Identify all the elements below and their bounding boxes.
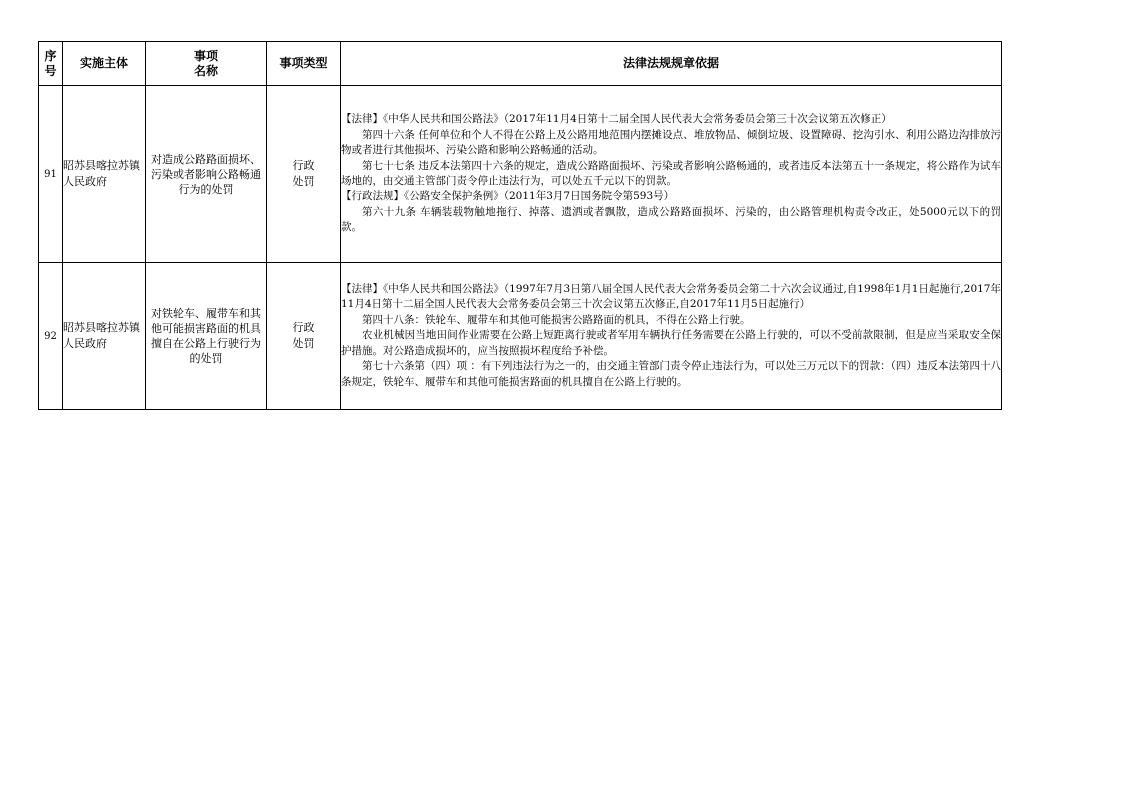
row-subject: 昭苏县喀拉苏镇人民政府 — [63, 263, 146, 410]
basis-law-title: 【法律】《中华人民共和国公路法》（2017年11月4日第十二届全国人民代表大会常务委员会第三十次会议第五次修正） — [341, 113, 892, 126]
header-row — [39, 42, 1002, 86]
basis-law-title: 【法律】《中华人民共和国公路法》（1997年7月3日第八届全国人民代表大会常务委员会第二十六次会议通过,自1998年1月1日起施行,2017年11月4日第十二届全国人民代表大会常务委员会第三十次会议第五次修正,自2017年11月5日起施行） — [341, 283, 1001, 311]
basis-article: 第四十八条：铁轮车、履带车和其他可能损害公路路面的机具，不得在公路上行驶。 — [362, 313, 751, 326]
header-subject: 实施主体 — [63, 42, 146, 86]
basis-article: 第七十七条 违反本法第四十六条的规定，造成公路路面损坏、污染或者影响公路畅通的，或者违反本法第五十一条规定，将公路作为试车场地的，由交通主管部门责令停止违法行为，可以处五千元以下的罚款。 — [341, 159, 1001, 187]
header-seq: 序 号 — [39, 42, 63, 86]
basis-article: 第四十六条 任何单位和个人不得在公路上及公路用地范围内摆摊设点、堆放物品、倾倒垃圾、设置障碍、挖沟引水、利用公路边沟排放污物或者进行其他损坏、污染公路和影响公路畅通的活动。 — [341, 128, 1001, 157]
row-item-type: 行政 处罚 — [267, 263, 341, 410]
basis-regulation-title: 【行政法规】《公路安全保护条例》（2011年3月7日国务院令第593号） — [341, 190, 675, 203]
row-legal-basis — [341, 263, 1002, 410]
row-item-name: 对造成公路路面损坏、污染或者影响公路畅通行为的处罚 — [146, 86, 267, 263]
row-item-type: 行政 处罚 — [267, 86, 341, 263]
header-legal-basis: 法律法规规章依据 — [341, 42, 1002, 86]
basis-article: 第七十六条第（四）项 ：有下列违法行为之一的，由交通主管部门责令停止违法行为，可以处三万元以下的罚款：（四）违反本法第四十八条规定，铁轮车、履带车和其他可能损害路面的机具擅自在公路上行驶的。 — [341, 360, 1001, 388]
table-row — [39, 86, 1002, 263]
table-row — [39, 263, 1002, 410]
regulation-table-sheet — [38, 41, 1001, 410]
row-seq: 92 — [39, 263, 63, 410]
basis-article: 农业机械因当地田间作业需要在公路上短距离行驶或者军用车辆执行任务需要在公路上行驶的，可以不受前款限制，但是应当采取安全保护措施。对公路造成损坏的，应当按照损坏程度给予补偿。 — [341, 329, 1001, 357]
row-legal-basis — [341, 86, 1002, 263]
basis-article: 第六十九条 车辆装载物触地拖行、掉落、遗洒或者飘散，造成公路路面损坏、污染的，由公路管理机构责令改正，处5000元以下的罚款。 — [341, 205, 1001, 234]
row-seq: 91 — [39, 86, 63, 263]
row-item-name: 对铁轮车、履带车和其他可能损害路面的机具擅自在公路上行驶行为的处罚 — [146, 263, 267, 410]
regulation-table — [38, 41, 1002, 410]
row-subject: 昭苏县喀拉苏镇人民政府 — [63, 86, 146, 263]
header-item-type: 事项类型 — [267, 42, 341, 86]
header-item-name: 事项 名称 — [146, 42, 267, 86]
